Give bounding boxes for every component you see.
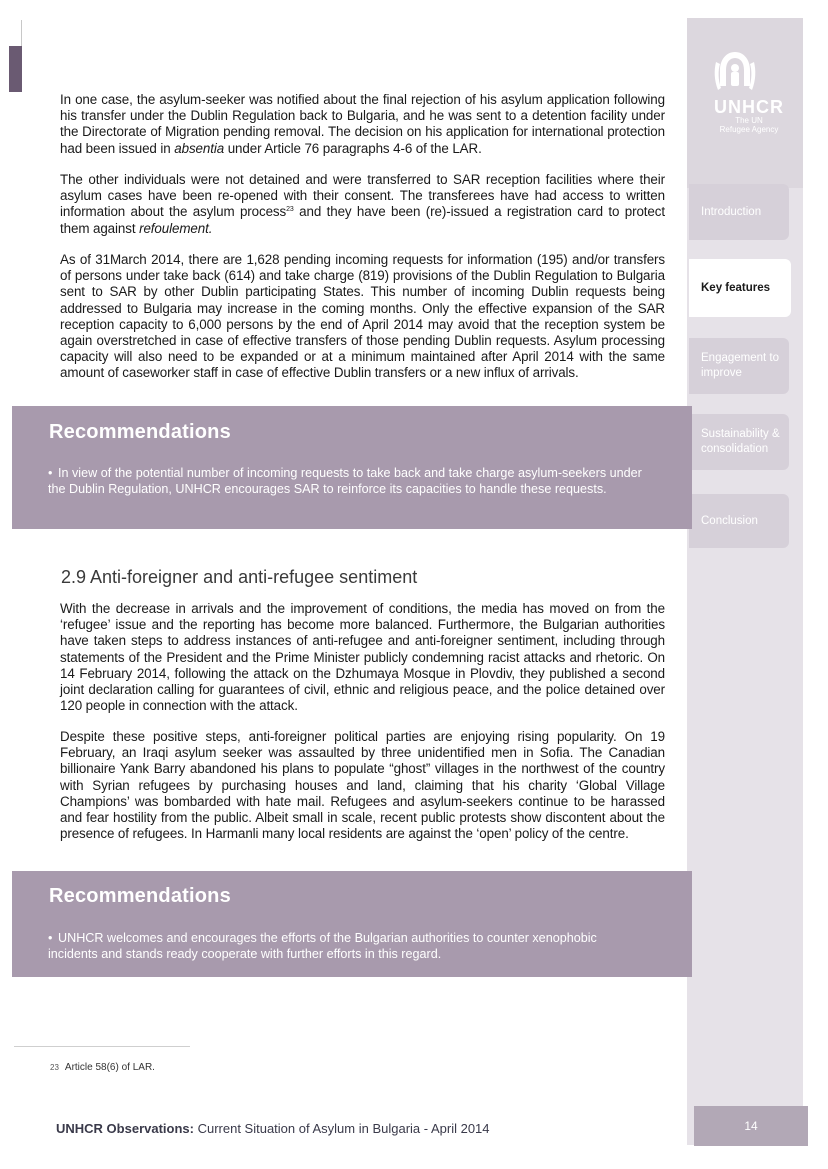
page-number bbox=[694, 1106, 808, 1146]
unhcr-emblem-icon bbox=[712, 40, 758, 96]
bullet: • bbox=[48, 931, 53, 945]
paragraph-2 bbox=[60, 172, 665, 237]
tab-label: Introduction bbox=[701, 205, 762, 218]
recommendation-item bbox=[48, 930, 648, 963]
paragraph-1 bbox=[60, 92, 665, 157]
corner-marker bbox=[9, 46, 22, 92]
recommendation-text: UNHCR welcomes and encourages the efforts of the Bulgarian authorities to counter xenophobic incidents and stands ready cooperate with further efforts in this regard. bbox=[48, 931, 597, 962]
paragraph-4 bbox=[60, 601, 665, 714]
paragraph-3-text: As of 31March 2014, there are 1,628 pending incoming requests for information (195) and/or transfers of persons under take back (614) and take charge (819) provisions of the Dublin Regulation to Bulgaria sent to SAR by other Dublin participating States. This number of incoming Dublin requests being addressed to Bulgaria may increase in the coming months. Only the effective expansion of the SAR reception capacity to 6,000 persons by the end of April 2014 may avoid that the reception system be again overstretched in case of effective transfers of those pending Dublin requests. Asylum processing capacity will also need to be expanded or at a minimum maintained after April 2014 with the same amount of caseworker staff in case of effective Dublin transfers or a new influx of arrivals. bbox=[60, 252, 665, 381]
footnote-number: 23 bbox=[50, 1063, 59, 1072]
paragraph-5 bbox=[60, 729, 665, 842]
paragraph-2-italic: refoulement. bbox=[139, 220, 213, 236]
footnote-ref[interactable]: 23 bbox=[286, 206, 294, 214]
bullet: • bbox=[48, 466, 53, 480]
logo-text bbox=[704, 98, 794, 134]
recommendation-text: In view of the potential number of incoming requests to take back and take charge asylum-seekers under the Dublin Regulation, UNHCR encourages SAR to reinforce its capacities to handle these requests. bbox=[48, 466, 642, 497]
paragraph-5-text: Despite these positive steps, anti-foreigner political parties are enjoying rising popularity. On 19 February, an Iraqi asylum seeker was assaulted by three unidentified men in Sofia. The Canadian billionaire Yank Barry abandoned his plans to populate “ghost” villages in the northwest of the country with Syrian refugees by purchasing houses and land, claiming that his charity ‘Global Village Champions’ was bombarded with hate mail. Refugees and asylum-seekers continue to be harassed and fear hostility from the public. Albeit small in scale, recent public protests show discontent about the presence of refugees. In Harmanli many local residents are against the ‘open’ policy of the centre. bbox=[60, 729, 665, 842]
tab-label: Engagement to improve bbox=[701, 352, 780, 379]
tab-key-features[interactable] bbox=[689, 259, 791, 317]
tab-label: Key features bbox=[701, 281, 771, 294]
section-heading: 2.9 Anti-foreigner and anti-refugee sentiment bbox=[61, 567, 418, 587]
recommendations-title: Recommendations bbox=[49, 885, 231, 907]
paragraph-4-text: With the decrease in arrivals and the improvement of conditions, the media has moved on from the ‘refugee’ issue and the reporting has become more balanced. Furthermore, the Bulgarian authorities have taken steps to address instances of anti-refugee and anti-foreigner sentiment, including through statements of the President and the Prime Minister publicly condemning racist attacks and rhetoric. On 14 February 2014, following the attack on the Dzhumaya Mosque in Plovdiv, they published a second joint declaration calling for guarantees of civil, ethnic and religious peace, and the police detained over 120 people in connection with the attack. bbox=[60, 601, 665, 714]
footer-brand: UNHCR Observations: bbox=[56, 1121, 194, 1136]
recommendation-item bbox=[48, 465, 648, 498]
tab-label: Sustainability & consolidation bbox=[701, 428, 780, 455]
logo-subtitle-line2: Refugee Agency bbox=[719, 125, 779, 134]
footnote-text: Article 58(6) of LAR. bbox=[64, 1062, 155, 1073]
page-number-text: 14 bbox=[744, 1119, 758, 1133]
tab-conclusion[interactable] bbox=[689, 494, 789, 548]
footer-title: Current Situation of Asylum in Bulgaria - April 2014 bbox=[193, 1121, 490, 1136]
tab-engagement-to-improve[interactable] bbox=[689, 338, 789, 394]
page-footer bbox=[56, 1121, 490, 1136]
tab-introduction[interactable] bbox=[689, 184, 789, 240]
paragraph-3 bbox=[60, 252, 665, 382]
paragraph-2-text: The other individuals were not detained and were transferred to SAR reception facilities where their asylum cases have been re-opened with their consent. The transferees have had access to written information about the asylum process bbox=[60, 172, 665, 220]
tab-label: Conclusion bbox=[701, 514, 758, 527]
paragraph-1-end: under Article 76 paragraphs 4-6 of the LAR. bbox=[224, 140, 482, 156]
logo-subtitle-line1: The UN bbox=[735, 116, 763, 125]
recommendations-title: Recommendations bbox=[49, 421, 231, 443]
logo-brand: UNHCR bbox=[714, 97, 784, 117]
footnote bbox=[50, 1062, 155, 1073]
paragraph-1-text: In one case, the asylum-seeker was notified about the final rejection of his asylum application following his transfer under the Dublin Regulation back to Bulgaria, and he was sent to a detention facility under the Directorate of Migration pending removal. The decision on his application for international protection had been issued in bbox=[60, 92, 665, 156]
footnote-divider bbox=[14, 1046, 190, 1047]
paragraph-1-italic: absentia bbox=[174, 140, 225, 156]
paragraph-2-mid: and they have been (re)-issued a registration card to protect them against bbox=[60, 204, 665, 236]
tab-sustainability-consolidation[interactable] bbox=[689, 414, 789, 470]
